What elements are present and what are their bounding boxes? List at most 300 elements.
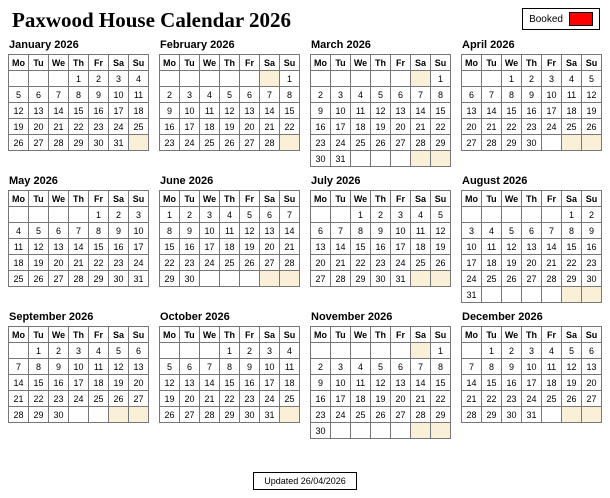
weekday-header-we: We: [200, 55, 220, 71]
week-row: [9, 239, 149, 255]
day-cell: 14: [49, 103, 69, 119]
day-cell-booked: 8: [431, 87, 451, 103]
day-cell-booked: 16: [109, 239, 129, 255]
week-row: [311, 151, 451, 167]
week-row: [311, 135, 451, 151]
week-row: [160, 391, 300, 407]
day-cell: 23: [160, 135, 180, 151]
day-cell-booked: 13: [129, 359, 149, 375]
day-cell: 31: [260, 407, 280, 423]
day-cell: 3: [180, 87, 200, 103]
day-cell-booked: 18: [280, 375, 300, 391]
day-cell-empty: [351, 151, 371, 167]
day-cell: 12: [431, 223, 451, 239]
day-cell: 20: [311, 255, 331, 271]
day-cell-empty: [462, 71, 482, 87]
month-title: December 2026: [462, 311, 543, 323]
day-cell: 16: [371, 239, 391, 255]
day-cell: 1: [482, 343, 502, 359]
month-table: [159, 326, 300, 423]
day-cell: 5: [371, 87, 391, 103]
month-title: May 2026: [9, 175, 58, 187]
day-cell: 14: [69, 239, 89, 255]
week-row: [9, 375, 149, 391]
day-cell: 26: [371, 407, 391, 423]
week-row: [9, 407, 149, 423]
day-cell: 21: [200, 391, 220, 407]
day-cell: 14: [462, 375, 482, 391]
day-cell-booked: 29: [562, 271, 582, 287]
day-cell: 1: [69, 71, 89, 87]
day-cell-empty: [582, 135, 602, 151]
legend: [522, 8, 600, 30]
day-cell: 8: [351, 223, 371, 239]
day-cell: 17: [462, 255, 482, 271]
day-cell: 13: [462, 103, 482, 119]
day-cell: 23: [109, 255, 129, 271]
day-cell: 11: [351, 375, 371, 391]
day-cell: 15: [482, 375, 502, 391]
day-cell: 25: [542, 391, 562, 407]
month-table: [310, 326, 451, 439]
day-cell-booked: 14: [542, 239, 562, 255]
week-row: [9, 255, 149, 271]
day-cell: 27: [391, 407, 411, 423]
day-cell: 19: [160, 391, 180, 407]
day-cell: 11: [9, 239, 29, 255]
day-cell: 9: [371, 223, 391, 239]
weekday-header-tu: Tu: [482, 327, 502, 343]
day-cell: 8: [562, 223, 582, 239]
day-cell: 3: [331, 359, 351, 375]
weekday-header-tu: Tu: [331, 327, 351, 343]
day-cell-empty: [391, 423, 411, 439]
day-cell-booked: 17: [542, 103, 562, 119]
day-cell: 15: [160, 239, 180, 255]
week-row: [160, 207, 300, 223]
month-block: [159, 39, 300, 167]
day-cell-booked: 6: [260, 207, 280, 223]
day-cell: 24: [522, 391, 542, 407]
day-cell-empty: [220, 271, 240, 287]
week-row: [9, 135, 149, 151]
updated-badge: Updated 26/04/2026: [253, 472, 357, 490]
weekday-header-we: We: [502, 191, 522, 207]
weekday-header-th: Th: [220, 327, 240, 343]
day-cell: 11: [220, 223, 240, 239]
weekday-header-th: Th: [371, 327, 391, 343]
day-cell: 14: [200, 375, 220, 391]
day-cell: 9: [49, 359, 69, 375]
month-title: November 2026: [311, 311, 393, 323]
day-cell-booked: 18: [562, 103, 582, 119]
weekday-header-fr: Fr: [391, 191, 411, 207]
week-row: [462, 287, 602, 303]
week-row: [311, 407, 451, 423]
day-cell: 29: [482, 407, 502, 423]
day-cell-empty: [200, 271, 220, 287]
day-cell: 12: [371, 103, 391, 119]
day-cell: 24: [109, 119, 129, 135]
month-title: January 2026: [9, 39, 79, 51]
day-cell: 9: [160, 103, 180, 119]
week-row: [160, 359, 300, 375]
day-cell: 5: [220, 87, 240, 103]
day-cell: 7: [482, 87, 502, 103]
day-cell: 18: [220, 239, 240, 255]
day-cell-empty: [371, 151, 391, 167]
month-table: [8, 326, 149, 423]
week-row: [311, 239, 451, 255]
day-cell: 24: [180, 135, 200, 151]
weekday-header-mo: Mo: [9, 55, 29, 71]
weekday-header-su: Su: [431, 191, 451, 207]
day-cell-booked: 14: [411, 375, 431, 391]
weekday-header-tu: Tu: [482, 191, 502, 207]
weekday-header-su: Su: [431, 55, 451, 71]
day-cell-empty: [431, 151, 451, 167]
day-cell: 9: [502, 359, 522, 375]
day-cell: 17: [331, 391, 351, 407]
day-cell: 25: [200, 135, 220, 151]
day-cell-empty: [200, 71, 220, 87]
week-row: [311, 359, 451, 375]
day-cell: 5: [109, 343, 129, 359]
day-cell-booked: 13: [522, 239, 542, 255]
weekday-header-row: [462, 55, 602, 71]
week-row: [160, 119, 300, 135]
day-cell: 31: [331, 151, 351, 167]
day-cell: 1: [431, 71, 451, 87]
day-cell-empty: [462, 207, 482, 223]
day-cell: 30: [49, 407, 69, 423]
weekday-header-su: Su: [129, 327, 149, 343]
weekday-header-sa: Sa: [260, 55, 280, 71]
day-cell: 22: [29, 391, 49, 407]
day-cell-booked: 21: [411, 119, 431, 135]
day-cell: 25: [129, 119, 149, 135]
day-cell-booked: 4: [280, 343, 300, 359]
week-row: [462, 255, 602, 271]
weekday-header-sa: Sa: [562, 55, 582, 71]
weekday-header-tu: Tu: [331, 191, 351, 207]
weekday-header-mo: Mo: [160, 327, 180, 343]
day-cell-booked: 25: [411, 255, 431, 271]
month-table: [461, 190, 602, 303]
day-cell-empty: [391, 71, 411, 87]
day-cell: 10: [331, 103, 351, 119]
day-cell: 29: [69, 135, 89, 151]
day-cell-empty: [331, 423, 351, 439]
day-cell-empty: [502, 207, 522, 223]
day-cell: 4: [482, 223, 502, 239]
day-cell: 9: [522, 87, 542, 103]
week-row: [462, 407, 602, 423]
weekday-header-sa: Sa: [411, 55, 431, 71]
day-cell-empty: [482, 207, 502, 223]
day-cell-empty: [129, 407, 149, 423]
week-row: [160, 71, 300, 87]
day-cell: 29: [351, 271, 371, 287]
day-cell: 1: [160, 207, 180, 223]
day-cell-booked: 9: [89, 87, 109, 103]
day-cell-booked: 22: [431, 391, 451, 407]
weekday-header-mo: Mo: [311, 191, 331, 207]
day-cell-empty: [29, 207, 49, 223]
day-cell: 4: [351, 359, 371, 375]
week-row: [160, 271, 300, 287]
week-row: [462, 87, 602, 103]
week-row: [160, 239, 300, 255]
day-cell-booked: 11: [129, 87, 149, 103]
week-row: [311, 343, 451, 359]
day-cell: 19: [502, 255, 522, 271]
day-cell: 19: [29, 255, 49, 271]
week-row: [311, 375, 451, 391]
day-cell: 13: [29, 103, 49, 119]
day-cell: 25: [220, 255, 240, 271]
day-cell: 1: [280, 71, 300, 87]
day-cell: 18: [411, 239, 431, 255]
day-cell-booked: 31: [129, 271, 149, 287]
day-cell-empty: [9, 71, 29, 87]
day-cell: 18: [351, 119, 371, 135]
day-cell-empty: [160, 71, 180, 87]
day-cell-empty: [411, 343, 431, 359]
day-cell: 24: [260, 391, 280, 407]
day-cell-booked: 15: [89, 239, 109, 255]
day-cell-empty: [411, 71, 431, 87]
weekday-header-fr: Fr: [391, 55, 411, 71]
day-cell: 30: [371, 271, 391, 287]
day-cell: 5: [562, 343, 582, 359]
day-cell-empty: [562, 135, 582, 151]
day-cell: 16: [160, 119, 180, 135]
week-row: [160, 103, 300, 119]
day-cell: 10: [180, 103, 200, 119]
day-cell: 28: [411, 135, 431, 151]
day-cell-booked: 25: [562, 119, 582, 135]
day-cell-booked: 2: [109, 207, 129, 223]
day-cell: 10: [260, 359, 280, 375]
day-cell-booked: 28: [542, 271, 562, 287]
day-cell: 29: [29, 407, 49, 423]
day-cell: 22: [502, 119, 522, 135]
day-cell-empty: [280, 271, 300, 287]
day-cell: 23: [371, 255, 391, 271]
day-cell-booked: 14: [280, 223, 300, 239]
day-cell-empty: [69, 407, 89, 423]
day-cell-booked: 15: [562, 239, 582, 255]
day-cell: 3: [331, 87, 351, 103]
day-cell: 16: [89, 103, 109, 119]
weekday-header-sa: Sa: [260, 191, 280, 207]
day-cell: 6: [462, 87, 482, 103]
day-cell-booked: 12: [109, 359, 129, 375]
day-cell: 7: [462, 359, 482, 375]
day-cell: 2: [49, 343, 69, 359]
day-cell: 28: [411, 407, 431, 423]
week-row: [311, 223, 451, 239]
day-cell: 19: [371, 391, 391, 407]
day-cell-empty: [482, 287, 502, 303]
day-cell: 4: [562, 71, 582, 87]
day-cell: 21: [542, 255, 562, 271]
day-cell: 20: [582, 375, 602, 391]
day-cell-empty: [49, 71, 69, 87]
day-cell: 18: [9, 255, 29, 271]
weekday-header-mo: Mo: [9, 327, 29, 343]
day-cell: 19: [240, 239, 260, 255]
weekday-header-tu: Tu: [482, 55, 502, 71]
day-cell: 16: [311, 391, 331, 407]
day-cell-booked: 11: [562, 87, 582, 103]
day-cell: 24: [331, 407, 351, 423]
day-cell: 24: [129, 255, 149, 271]
day-cell-booked: 29: [89, 271, 109, 287]
day-cell: 21: [331, 255, 351, 271]
day-cell-booked: 20: [391, 391, 411, 407]
weekday-header-tu: Tu: [180, 327, 200, 343]
weekday-header-su: Su: [280, 191, 300, 207]
day-cell: 7: [9, 359, 29, 375]
day-cell-booked: 26: [29, 271, 49, 287]
day-cell-empty: [351, 343, 371, 359]
day-cell: 13: [311, 239, 331, 255]
week-row: [462, 71, 602, 87]
day-cell-empty: [240, 71, 260, 87]
day-cell-booked: 7: [411, 359, 431, 375]
day-cell-empty: [69, 207, 89, 223]
day-cell-empty: [220, 71, 240, 87]
week-row: [160, 87, 300, 103]
weekday-header-th: Th: [69, 55, 89, 71]
month-title: June 2026: [160, 175, 214, 187]
weekday-header-mo: Mo: [9, 191, 29, 207]
day-cell: 26: [9, 135, 29, 151]
month-block: [310, 39, 451, 167]
day-cell: 2: [160, 87, 180, 103]
week-row: [311, 207, 451, 223]
day-cell-booked: 2: [582, 207, 602, 223]
day-cell-empty: [431, 423, 451, 439]
weekday-header-row: [311, 191, 451, 207]
day-cell: 30: [502, 407, 522, 423]
day-cell-booked: 17: [260, 375, 280, 391]
weekday-header-sa: Sa: [109, 55, 129, 71]
day-cell: 2: [180, 207, 200, 223]
day-cell: 20: [49, 255, 69, 271]
day-cell-empty: [280, 407, 300, 423]
day-cell-empty: [331, 207, 351, 223]
week-row: [462, 207, 602, 223]
day-cell: 8: [69, 87, 89, 103]
day-cell-booked: 3: [129, 207, 149, 223]
day-cell: 4: [411, 207, 431, 223]
day-cell: 22: [160, 255, 180, 271]
day-cell-booked: 16: [522, 103, 542, 119]
day-cell: 23: [49, 391, 69, 407]
day-cell: 23: [502, 391, 522, 407]
week-row: [160, 255, 300, 271]
weekday-header-th: Th: [522, 191, 542, 207]
day-cell: 11: [280, 359, 300, 375]
day-cell: 28: [9, 407, 29, 423]
day-cell-booked: 16: [582, 239, 602, 255]
month-title: March 2026: [311, 39, 371, 51]
day-cell: 24: [200, 255, 220, 271]
weekday-header-th: Th: [220, 191, 240, 207]
day-cell-empty: [502, 287, 522, 303]
day-cell: 20: [240, 119, 260, 135]
week-row: [462, 103, 602, 119]
day-cell: 15: [220, 375, 240, 391]
month-title: April 2026: [462, 39, 515, 51]
day-cell: 25: [351, 135, 371, 151]
day-cell: 21: [9, 391, 29, 407]
day-cell: 27: [582, 391, 602, 407]
week-row: [462, 119, 602, 135]
day-cell-empty: [582, 287, 602, 303]
week-row: [9, 343, 149, 359]
day-cell-booked: 7: [280, 207, 300, 223]
day-cell: 6: [522, 223, 542, 239]
day-cell: 10: [200, 223, 220, 239]
day-cell: 11: [482, 239, 502, 255]
day-cell-booked: 20: [129, 375, 149, 391]
day-cell-empty: [109, 407, 129, 423]
month-title: February 2026: [160, 39, 235, 51]
day-cell: 10: [391, 223, 411, 239]
weekday-header-mo: Mo: [462, 55, 482, 71]
day-cell: 12: [160, 375, 180, 391]
day-cell: 13: [582, 359, 602, 375]
day-cell-booked: 7: [260, 87, 280, 103]
weekday-header-th: Th: [371, 191, 391, 207]
day-cell: 7: [542, 223, 562, 239]
day-cell: 17: [180, 119, 200, 135]
day-cell: 14: [9, 375, 29, 391]
day-cell: 24: [462, 271, 482, 287]
day-cell: 18: [129, 103, 149, 119]
day-cell: 25: [280, 391, 300, 407]
day-cell: 17: [522, 375, 542, 391]
day-cell-empty: [180, 343, 200, 359]
day-cell: 14: [260, 103, 280, 119]
day-cell: 27: [129, 391, 149, 407]
week-row: [9, 271, 149, 287]
weekday-header-row: [9, 327, 149, 343]
weekday-header-we: We: [351, 191, 371, 207]
day-cell: 20: [180, 391, 200, 407]
day-cell-empty: [331, 71, 351, 87]
weekday-header-tu: Tu: [29, 327, 49, 343]
day-cell: 15: [431, 103, 451, 119]
week-row: [9, 71, 149, 87]
week-row: [160, 223, 300, 239]
day-cell: 22: [220, 391, 240, 407]
day-cell: 2: [371, 207, 391, 223]
day-cell: 16: [502, 375, 522, 391]
week-row: [311, 255, 451, 271]
day-cell-booked: 30: [582, 271, 602, 287]
weekday-header-mo: Mo: [311, 55, 331, 71]
weekday-header-fr: Fr: [240, 55, 260, 71]
day-cell: 2: [522, 71, 542, 87]
day-cell: 6: [129, 343, 149, 359]
day-cell: 19: [371, 119, 391, 135]
weekday-header-su: Su: [129, 55, 149, 71]
